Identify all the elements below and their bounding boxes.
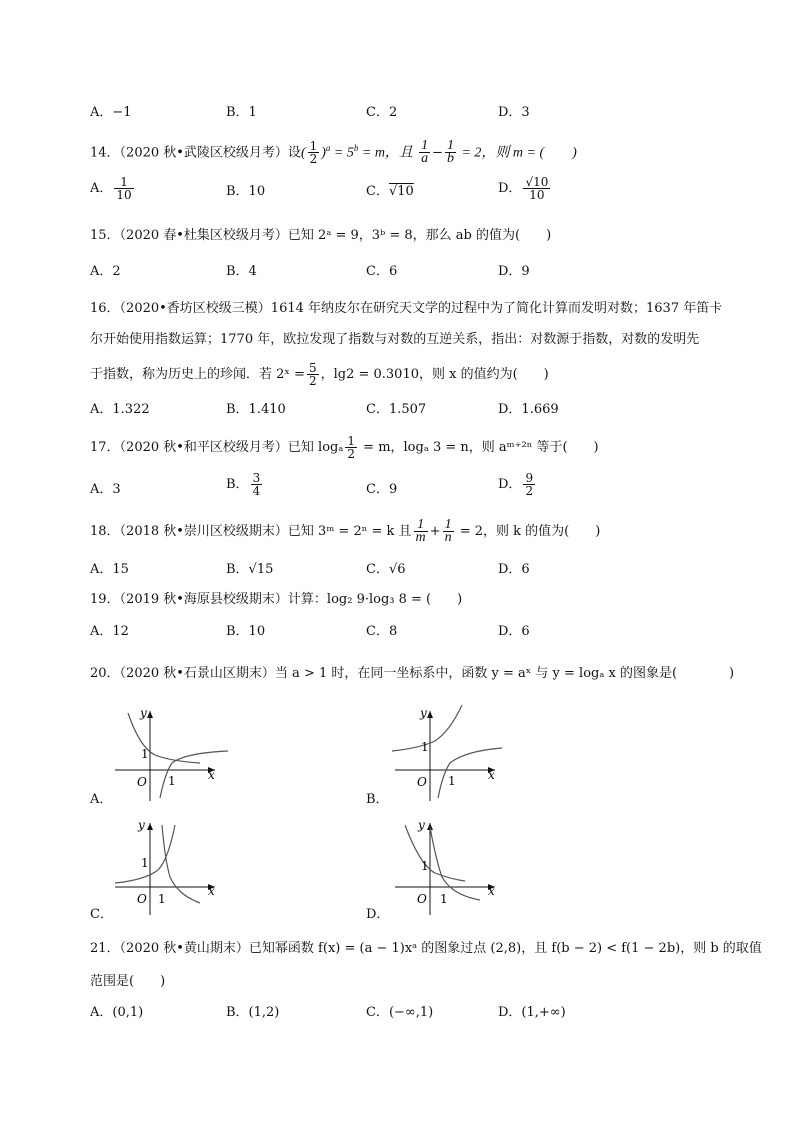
q20-graph-a <box>110 703 240 803</box>
q19-option-c: C．8 <box>366 624 398 639</box>
q14-prefix: 14．（2020 秋•武陵区校级月考）设 <box>90 145 301 161</box>
svg-text:y: y <box>420 706 427 720</box>
q15-option-b: B．4 <box>226 264 257 279</box>
q20-option-b: B． <box>366 792 389 807</box>
q13-option-d: D．3 <box>498 105 530 120</box>
q19-option-a: A．12 <box>90 624 129 639</box>
q18-option-a: A．15 <box>90 562 129 577</box>
svg-text:O: O <box>417 775 427 789</box>
svg-text:y: y <box>418 818 425 832</box>
q21-option-d: D．(1,+∞) <box>498 1005 566 1020</box>
q16-option-d: D．1.669 <box>498 402 559 417</box>
q14-stem: 14．（2020 秋•武陵区校级月考）设( $\frac{1}{2}$ )$^a = 5^b = m$，且 $\frac{1}{a}$ − $\frac{1}{b}$ = 2，则 m = ( ) <box>90 138 577 167</box>
q21-line-1: 21．（2020 秋•黄山期末）已知幂函数 f(x) = (a − 1)xᵃ 的图象过点 (2,8)，且 f(b − 2) < f(1 − 2b)，则 b 的取值 <box>90 941 762 956</box>
q20-option-c: C． <box>90 907 113 922</box>
svg-text:x: x <box>488 884 495 898</box>
q14-option-d: D． $\frac{√10}{10}$ <box>498 175 549 202</box>
q16-option-a: A．1.322 <box>90 402 150 417</box>
q15-option-d: D．9 <box>498 264 530 279</box>
svg-text:1: 1 <box>440 892 448 906</box>
q16-line-2: 尔开始使用指数运算；1770 年，欧拉发现了指数与对数的互逆关系，指出：对数源于指数，对数的发明先 <box>90 332 700 347</box>
q16-option-c: C．1.507 <box>366 402 427 417</box>
q17-option-b: B． $\frac{3}{4}$ <box>226 471 261 498</box>
svg-text:y: y <box>138 818 145 832</box>
q20-option-a: A． <box>90 792 113 807</box>
svg-text:x: x <box>488 768 495 782</box>
svg-text:O: O <box>137 892 147 906</box>
q17-option-c: C．9 <box>366 482 398 497</box>
q18-option-b: B．√15 <box>226 562 274 577</box>
q15-stem: 15．（2020 春•杜集区校级月考）已知 2ᵃ = 9，3ᵇ = 8，那么 ab 的值为( ) <box>90 228 552 243</box>
q17-stem: 17．（2020 秋•和平区校级月考）已知 logₐ $\frac{1}{2}$ = m，logₐ 3 = n，则 aᵐ⁺²ⁿ 等于( ) <box>90 434 599 461</box>
svg-text:1: 1 <box>421 740 429 754</box>
q21-line-2: 范围是( ) <box>90 974 166 989</box>
q20-option-d: D． <box>366 907 390 922</box>
q16-line-3: 于指数，称为历史上的珍闻．若 2ˣ = $\frac{5}{2}$ ，lg2 = 0.3010，则 x 的值约为( ) <box>90 361 549 388</box>
q15-option-c: C．6 <box>366 264 398 279</box>
q19-option-b: B．10 <box>226 624 266 639</box>
svg-text:1: 1 <box>421 859 429 873</box>
svg-text:1: 1 <box>158 892 166 906</box>
q19-stem: 19．（2019 秋•海原县校级期末）计算：log₂ 9·log₃ 8 = ( ) <box>90 592 463 607</box>
q18-stem: 18．（2018 秋•崇川区校级期末）已知 3ᵐ = 2ⁿ = k 且 $\frac{1}{m}$ + $\frac{1}{n}$ = 2，则 k 的值为( ) <box>90 517 601 545</box>
svg-text:y: y <box>140 706 147 720</box>
q21-option-b: B．(1,2) <box>226 1005 280 1020</box>
q20-graph-b <box>390 703 520 803</box>
q19-option-d: D．6 <box>498 624 530 639</box>
q15-option-a: A．2 <box>90 264 121 279</box>
svg-text:O: O <box>417 892 427 906</box>
svg-text:O: O <box>137 775 147 789</box>
svg-text:1: 1 <box>141 856 149 870</box>
svg-text:1: 1 <box>168 774 176 788</box>
q21-option-c: C．(−∞,1) <box>366 1005 434 1020</box>
svg-text:x: x <box>208 768 215 782</box>
q13-option-c: C．2 <box>366 105 398 120</box>
q18-option-c: C．√6 <box>366 562 406 577</box>
svg-text:x: x <box>208 884 215 898</box>
q13-option-b: B．1 <box>226 105 257 120</box>
svg-text:1: 1 <box>448 774 456 788</box>
q14-option-a: A． $\frac{1}{10}$ <box>90 175 132 202</box>
q14-option-c: C．√10 <box>366 184 414 199</box>
q17-option-a: A．3 <box>90 482 121 497</box>
q17-option-d: D． $\frac{9}{2}$ <box>498 471 534 498</box>
svg-text:1: 1 <box>141 747 149 761</box>
q16-line-1: 16．（2020•香坊区校级三模）1614 年纳皮尔在研究天文学的过程中为了简化计算而发明对数；1637 年笛卡 <box>90 301 723 316</box>
q21-option-a: A．(0,1) <box>90 1005 144 1020</box>
q20-graph-d <box>390 815 520 915</box>
q18-option-d: D．6 <box>498 562 530 577</box>
q20-stem: 20．（2020 秋•石景山区期末）当 a > 1 时，在同一坐标系中，函数 y = aˣ 与 y = logₐ x 的图象是( ) <box>90 666 735 681</box>
q14-half-frac: $\frac{1}{2}$ <box>309 139 318 167</box>
q20-graph-c <box>110 815 240 915</box>
q14-option-b: B．10 <box>226 184 266 199</box>
q13-option-a: A．−1 <box>90 105 132 120</box>
q16-option-b: B．1.410 <box>226 402 286 417</box>
